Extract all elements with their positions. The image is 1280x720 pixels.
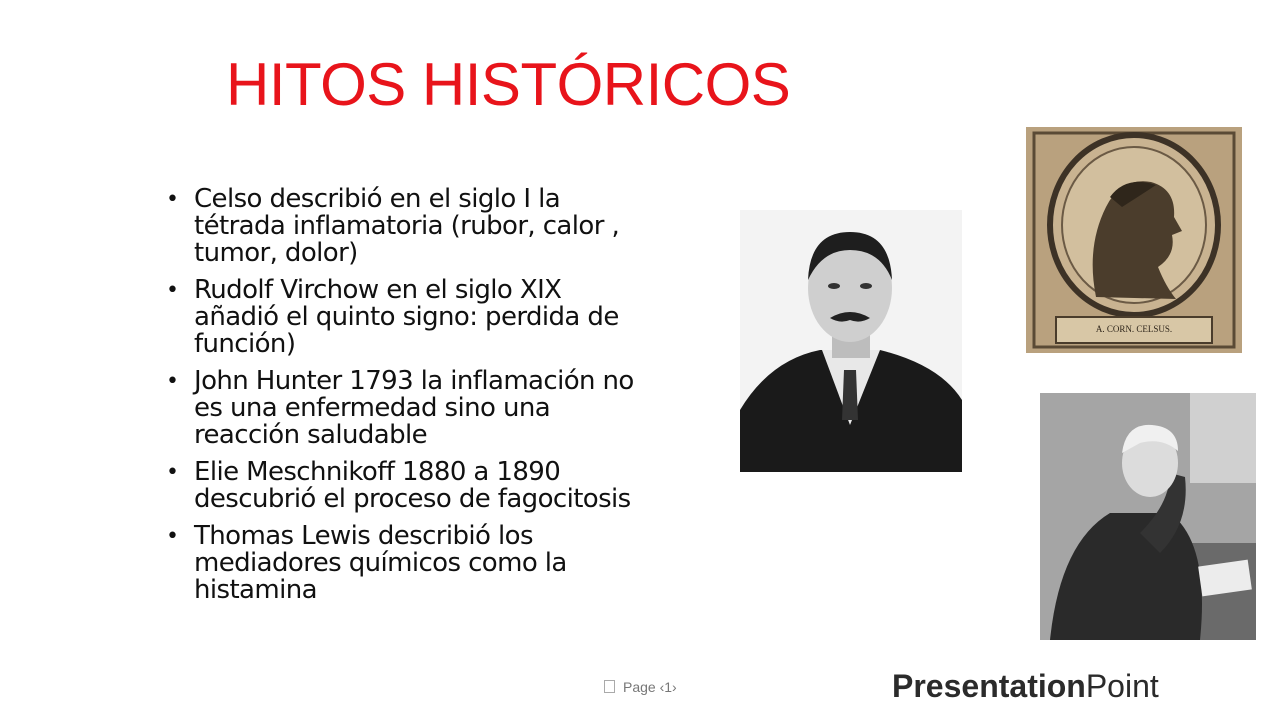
- logo-text-part2: Point: [1085, 668, 1159, 704]
- bullet-item: • Celso describió en el siglo I la tétrada inflamatoria (rubor, calor , tumor, dolor): [166, 186, 646, 267]
- page-icon: [604, 680, 615, 693]
- bullet-item: • John Hunter 1793 la inflamación no es una enfermedad sino una reacción saludable: [166, 368, 646, 449]
- celsus-caption: A. CORN. CELSUS.: [1095, 324, 1173, 334]
- bullet-item: • Rudolf Virchow en el siglo XIX añadió el quinto signo: perdida de función): [166, 277, 646, 358]
- page-label: Page ‹1›: [623, 679, 677, 695]
- bullet-list: [166, 186, 646, 614]
- page-number: [604, 679, 677, 695]
- portrait-virchow: [740, 210, 962, 472]
- logo-text-part1: Presentation: [892, 668, 1086, 704]
- bullet-item: • Elie Meschnikoff 1880 a 1890 descubrió el proceso de fagocitosis: [166, 459, 646, 513]
- bullet-item: • Thomas Lewis describió los mediadores químicos como la histamina: [166, 523, 646, 604]
- portrait-celsus: [1026, 127, 1242, 353]
- presentationpoint-logo: [892, 668, 1159, 705]
- slide-title: HITOS HISTÓRICOS: [226, 51, 791, 118]
- portrait-hunter: [1040, 393, 1256, 640]
